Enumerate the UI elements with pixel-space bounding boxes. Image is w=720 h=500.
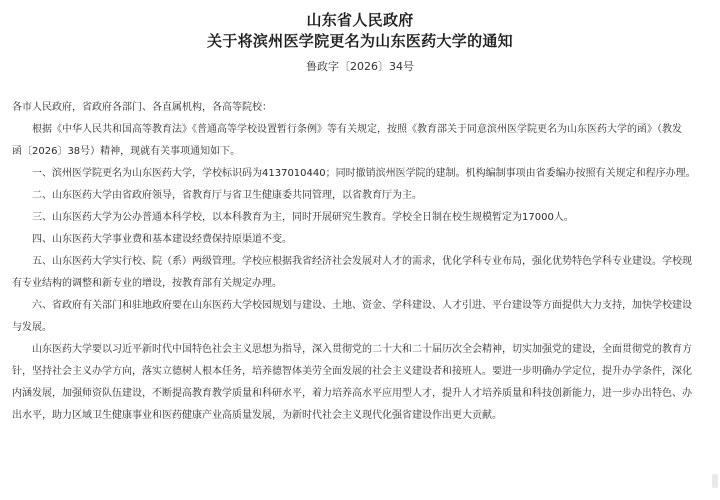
item-six: 六、省政府有关部门和驻地政府要在山东医药大学校园规划与建设、土地、资金、学科建设、人才引进、平台建设等方面提供大力支持，加快学校建设: [12, 300, 692, 311]
item-one: 一、滨州医学院更名为山东医药大学，学校标识码为4137010440；同时撤销滨州医学院的建制。机构编制事项由省委编办按照有关规定和程序办理。: [12, 168, 696, 179]
body-line: 根据《中华人民共和国高等教育法》《普通高等学校设置暂行条例》等有关规定，按照《教育部关于同意滨州医学院更名为山东医药大学的函》（教发: [12, 124, 682, 135]
closing-paragraph-line: 山东医药大学要以习近平新时代中国特色社会主义思想为指导，深入贯彻党的二十大和二十届历次全会精神，切实加强党的建设，全面贯彻党的教育方: [12, 344, 692, 355]
closing-paragraph-line: 内涵发展，加强师资队伍建设，不断提高教育教学质量和科研水平，着力培养高水平应用型人才，提升人才培养质量和科技创新能力，进一步办出特色、办: [12, 388, 692, 399]
closing-paragraph-line: 出水平，助力区域卫生健康事业和医药健康产业高质量发展，为新时代社会主义现代化强省建设作出更大贡献。: [12, 410, 502, 421]
document-number: 鲁政字〔2026〕34号: [306, 60, 414, 73]
salutation: 各市人民政府，省政府各部门、各直属机构，各高等院校：: [12, 102, 272, 113]
issuer-heading: 山东省人民政府: [306, 11, 414, 29]
document-body: [12, 97, 708, 427]
corner-mark: [712, 474, 718, 488]
body-line: 与发展。: [12, 322, 52, 333]
closing-paragraph-line: 针，坚持社会主义办学方向，落实立德树人根本任务，培养德智体美劳全面发展的社会主义建设者和接班人。要进一步明确办学定位，提升办学条件，深化: [12, 366, 692, 377]
item-four: 四、山东医药大学事业费和基本建设经费保持原渠道不变。: [12, 234, 292, 245]
item-two: 二、山东医药大学由省政府领导，省教育厅与省卫生健康委共同管理，以省教育厅为主。: [12, 190, 422, 201]
notice-title: 关于将滨州医学院更名为山东医药大学的通知: [206, 32, 513, 50]
item-three: 三、山东医药大学为公办普通本科学校，以本科教育为主，同时开展研究生教育。学校全日制在校生规模暂定为17000人。: [12, 212, 574, 223]
body-line: 函〔2026〕38号）精神，现就有关事项通知如下。: [12, 146, 241, 157]
item-five: 五、山东医药大学实行校、院（系）两级管理。学校应根据我省经济社会发展对人才的需求，优化学科专业布局，强化优势特色学科专业建设。学校现: [12, 256, 692, 267]
body-line: 有专业结构的调整和新专业的增设，按教育部有关规定办理。: [12, 278, 282, 289]
